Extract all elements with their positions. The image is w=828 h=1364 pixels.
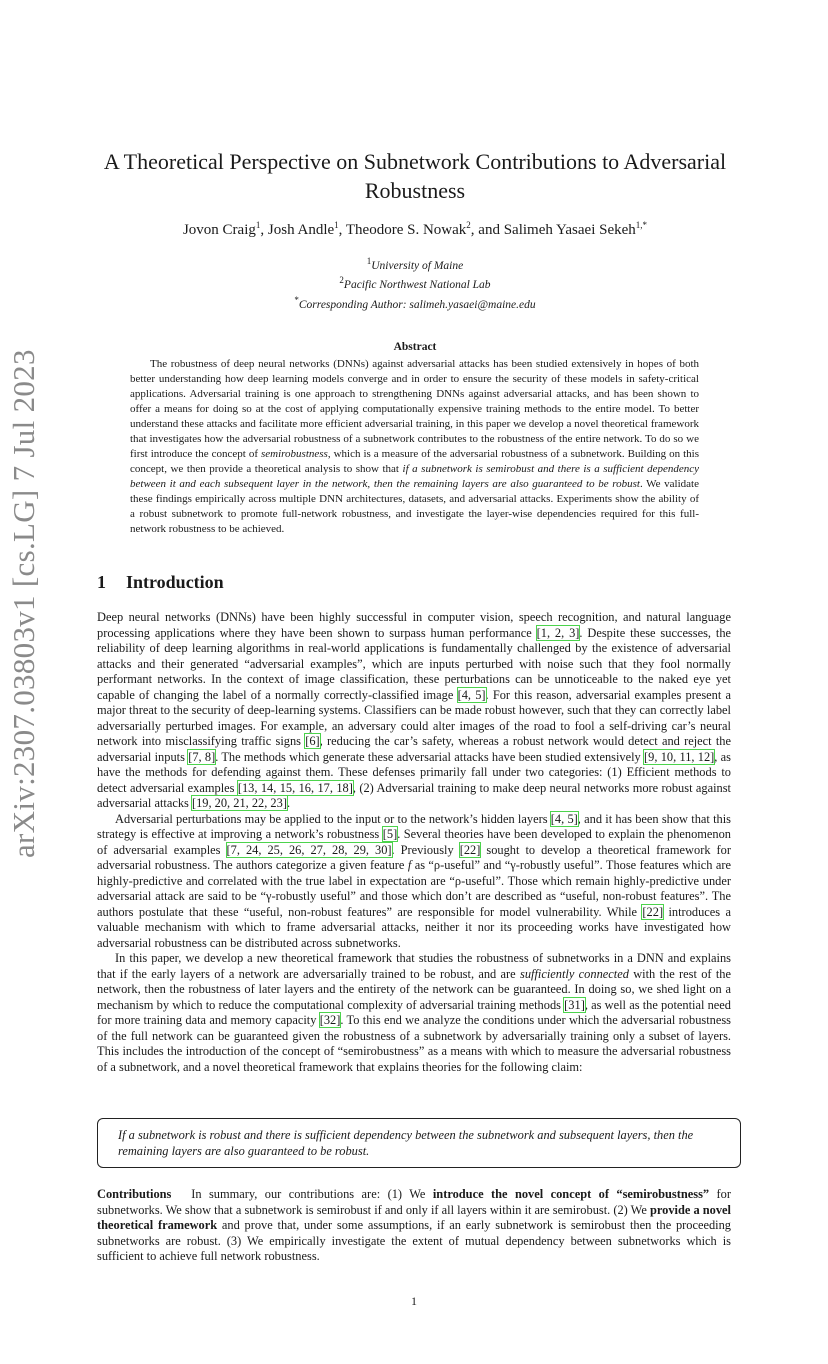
section-heading <box>97 572 224 593</box>
citation-link[interactable]: [31] <box>564 997 585 1012</box>
page-number: 1 <box>411 1294 417 1308</box>
abstract-heading: Abstract <box>393 341 437 353</box>
citation-link[interactable]: [22] <box>459 842 481 857</box>
affiliation-line: $^1$University of Maine <box>366 256 464 272</box>
citation-link[interactable]: [7, 24, 25, 26, 27, 28, 29, 30] <box>226 842 392 857</box>
author-name: Jovon Craig$^1$ <box>182 220 261 238</box>
bold-text: provide a novel theoretical framework <box>97 1202 731 1232</box>
author-list: Jovon Craig$^1$, Josh Andle$^1$, Theodore S. Nowak$^2$, and Salimeh Yasaei Sekeh$^{1,*}$ <box>182 220 648 238</box>
citation-link[interactable]: [4, 5] <box>457 687 486 702</box>
introduction-body <box>97 610 731 1075</box>
intro-paragraph: In this paper, we develop a new theoretical framework that studies the robustness of subnetworks in a DNN and explains that if the early layers of a network are adversarially trained to be robust, and are sufficiently connected with the rest of the network, then the robustness of later layers and the entirety of the network can be guaranteed. In doing so, we shed light on a mechanism by which to reduce the computational complexity of adversarial training methods [31], as well as the potential need for more training data and memory capacity [32]. To this end we analyze the conditions under which the adversarial robustness of the full network can be guaranteed given the robustness of a subnetwork by adversarially training only a subset of layers. This includes the introduction of the concept of “semirobustness” as a means with which to measure the adversarial robustness of a subnetwork, and a novel theoretical framework that explains theories for the following claim: <box>97 951 732 1074</box>
citation-link[interactable]: [1, 2, 3] <box>536 625 580 640</box>
citation-link[interactable]: [32] <box>319 1013 341 1027</box>
affiliation-line: *Corresponding Author: salimeh.yasaei@maine.edu <box>294 294 536 311</box>
author-name: Theodore S. Nowak$^2$ <box>345 220 471 238</box>
citation-link[interactable]: [9, 10, 11, 12] <box>644 749 715 764</box>
affiliation-line: $^2$Pacific Northwest National Lab <box>339 275 491 292</box>
bold-text: introduce the novel concept of “semirobustness” <box>432 1187 710 1201</box>
citation-link[interactable]: [22] <box>642 904 664 919</box>
intro-paragraph: Deep neural networks (DNNs) have been highly successful in computer vision, speech recognition, and natural language processing applications where they have been shown to surpass human performance [1, 2, 3]. Despite these successes, the reliability of deep learning algorithms in real-world applications is fundamentally challenged by the existence of adversarial attacks and their generated “adversarial examples”, which are inputs perturbed with noise such that they fool normally performant networks. In the context of image classification, these perturbations can be unnoticeable to the naked eye yet capable of changing the label of a normally correctly-classified image [4, 5]. For this reason, adversarial examples present a major threat to the security of deep-learning systems. Classifiers can be made robust however, such that they can correctly label adversarially perturbed images. For example, an adversary could alter images of the road to fool a self-driving car’s neural network into misclassifying traffic signs [6], reducing the car’s safety, whereas a robust network would detect and reject the adversarial inputs [7, 8]. The methods which generate these adversarial attacks have been studied extensively [9, 10, 11, 12], as have the methods for defending against them. These defenses primarily fall under two categories: (1) Efficient methods to detect adversarial examples [13, 14, 15, 16, 17, 18], (2) Adversarial training to make deep neural networks more robust against adversarial attacks [19, 20, 21, 22, 23]. <box>97 610 732 810</box>
citation-link[interactable]: [6] <box>305 734 320 748</box>
affiliations <box>90 254 740 312</box>
author-name: Salimeh Yasaei Sekeh$^{1,*}$ <box>503 220 648 238</box>
paper-title: A Theoretical Perspective on Subnetwork Contributions to Adversarial Robustness <box>103 149 727 203</box>
section-number: 1 <box>97 572 106 592</box>
abstract <box>130 357 699 537</box>
section-title: Introduction <box>126 572 224 592</box>
emphasis-text: f <box>407 858 412 872</box>
abstract-text: The robustness of deep neural networks (DNNs) against adversarial attacks has been studied extensively in hopes of both better understanding how deep learning models converge and in order to ensure the security of these models in safety-critical applications. Adversarial training is one approach to strengthening DNNs against adversarial attacks, and has been shown to offer a means for doing so at the cost of applying computationally expensive training methods to the entire model. To better understand these attacks and facilitate more efficient adversarial training, in this paper we develop a novel theoretical framework that investigates how the adversarial robustness of a subnetwork contributes to the robustness of the entire network. To do so we first introduce the concept of semirobustness, which is a measure of the adversarial robustness of a subnetwork. Building on this concept, we then provide a theoretical analysis to show that if a subnetwork is semirobust and there is a sufficient dependency between it and each subsequent layer in the network, then the remaining layers are also guaranteed to be robust. We validate these findings empirically across multiple DNN architectures, datasets, and adversarial attacks. Experiments show the ability of a robust subnetwork to promote full-network robustness, and investigate the layer-wise dependencies required for this full-network robustness to be achieved. <box>130 358 699 535</box>
citation-link[interactable]: [13, 14, 15, 16, 17, 18] <box>237 780 353 795</box>
citation-link[interactable]: [7, 8] <box>188 749 216 764</box>
intro-paragraph: Adversarial perturbations may be applied to the input or to the network’s hidden layers [4, 5], and it has been show that this strategy is effective at improving a network’s robustness [5]. Several theories have been developed to explain the phenomenon of adversarial examples [7, 24, 25, 26, 27, 28, 29, 30]. Previously [22] sought to develop a theoretical framework for adversarial robustness. The authors categorize a given feature f as “ρ-useful” and “γ-robustly useful”. Those features which are highly-predictive and correlated with the true label in expectation are “ρ-useful”. Those which remain highly-predictive under adversarial attack are said to be “γ-robustly useful” and those which don’t are described as “useful, non-robust features”. The authors postulate that these “useful, non-robust features” are responsible for model vulnerability. While [22] introduces a valuable mechanism with which to frame adversarial attacks, neither it nor its proceeding works have investigated how adversarial robustness can be distributed across subnetworks. <box>97 811 732 950</box>
author-affiliation-mark: 1,* <box>635 220 648 230</box>
author-affiliation-mark: 1 <box>334 220 339 230</box>
contributions-paragraph: Contributions In summary, our contributions are: (1) We introduce the novel concept of “semirobustness” for subnetworks. We show that a subnetwork is semirobust if and only if all layers within it are semirobust. (2) We provide a novel theoretical framework and prove that, under some assumptions, if an early subnetwork is semirobust then the proceeding subnetworks are robust. (3) We empirically investigate the extent of mutual dependency between subnetworks which is sufficient to achieve full network robustness. <box>97 1187 732 1263</box>
author-name: Josh Andle$^1$ <box>267 220 339 238</box>
citation-link[interactable]: [4, 5] <box>550 811 578 826</box>
author-affiliation-mark: 2 <box>466 220 471 230</box>
emphasis-text: if a subnetwork is semirobust and there is a sufficient dependency between it and each subsequent layer in the network, then the remaining layers are also guaranteed to be robust <box>130 463 699 490</box>
author-affiliation-mark: 1 <box>255 220 261 230</box>
citation-link[interactable]: [19, 20, 21, 22, 23] <box>191 796 287 810</box>
emphasis-text: sufficiently connected <box>520 966 629 981</box>
claim-box: If a subnetwork is robust and there is sufficient dependency between the subnetwork and subsequent layers, then the remaining layers are also guaranteed to be robust. <box>97 1118 741 1168</box>
emphasis-text: semirobustness <box>261 448 328 460</box>
arxiv-stamp: arXiv:2307.03803v1 [cs.LG] 7 Jul 2023 <box>6 349 41 858</box>
bold-text: Contributions <box>97 1187 172 1201</box>
citation-link[interactable]: [5] <box>382 827 398 841</box>
